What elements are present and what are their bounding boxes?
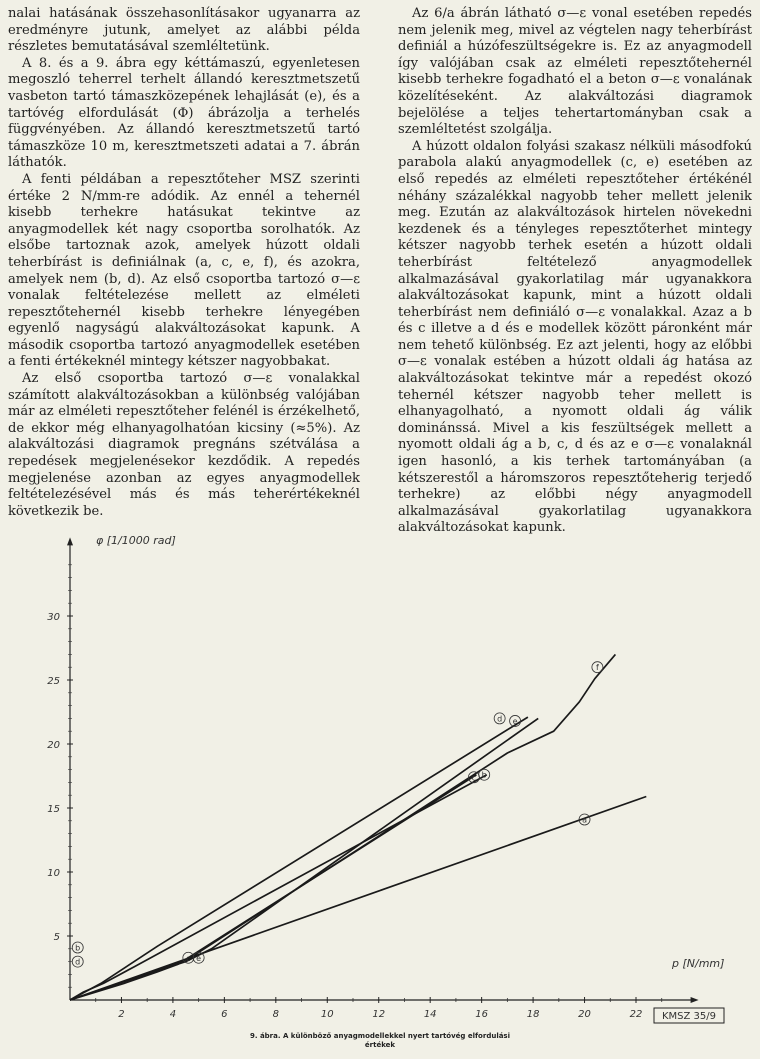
paragraph: Az első csoportba tartozó σ—ε vonalakkal számított alakváltozásokban a különbség valójában már az elméleti repesztőteher felénél is érzékelhető, de ekkor még elhanyagolhatóan kicsiny (≈5%). Az alakváltozási diagramok pregnáns szétválása a repedések megjelenésekor kezdődik. A repedés megjelenése azonban az egyes anyagmodellek feltételezésével más és más teherértékeknél következik be. bbox=[8, 371, 360, 519]
figure-code-box bbox=[654, 1008, 724, 1023]
series-label bbox=[494, 713, 505, 724]
y-axis-arrow bbox=[67, 537, 73, 545]
chart-axes bbox=[47, 537, 698, 1020]
x-tick-label: 10 bbox=[320, 1009, 334, 1020]
caption-line-2: értékek bbox=[364, 1041, 396, 1049]
series-label-text: c bbox=[186, 953, 191, 963]
series-label-text: a bbox=[582, 815, 587, 825]
y-tick-label: 30 bbox=[47, 612, 60, 623]
y-tick-label: 10 bbox=[47, 868, 60, 879]
series-c-line bbox=[70, 775, 477, 1000]
y-tick-label: 15 bbox=[47, 804, 60, 815]
x-tick-label: 8 bbox=[272, 1009, 280, 1020]
x-tick-label: 16 bbox=[475, 1009, 489, 1020]
rotation-chart bbox=[0, 520, 760, 1030]
series-f-line bbox=[70, 654, 615, 1000]
series-label-text: e bbox=[512, 716, 518, 726]
figure-code: KMSZ 35/9 bbox=[661, 1011, 717, 1022]
paragraph: A fenti példában a repesztőteher MSZ szerinti értéke 2 N/mm-re adódik. Az ennél a tehernél kisebb terhekre hatásukat tekintve az anyagmodellek két nagy csoportba sorolhatók. Az elsőbe tartoznak azok, amelyek húzott oldali teherbírást is definiálnak (a, c, e, f), és azokra, amelyek nem (b, d). Az első csoportba tartozó σ—ε vonalak feltételezése mellett az elméleti repesztőtehernél kisebb terhekre lényegében egyenlő nagyságú alakváltozásokat kapunk. A második csoportba tartozó anyagmodellek esetében a fenti értékeknél mintegy kétszer nagyobbakat. bbox=[8, 171, 360, 370]
series-d-line bbox=[70, 717, 528, 1000]
series-label bbox=[510, 715, 521, 726]
chart-labels bbox=[72, 662, 603, 967]
figure-caption bbox=[0, 1032, 760, 1050]
x-tick-label: 4 bbox=[169, 1009, 177, 1020]
x-axis-label: p [N/mm] bbox=[672, 957, 725, 970]
x-axis-title bbox=[671, 957, 724, 970]
x-tick-label: 2 bbox=[118, 1009, 125, 1020]
series-label-text: b bbox=[481, 770, 487, 780]
series-label-text: d bbox=[497, 714, 503, 724]
y-tick-label: 25 bbox=[47, 676, 60, 687]
text-column-right bbox=[398, 6, 752, 537]
caption-line-1: 9. ábra. A különböző anyagmodellekkel nyert tartóvég elfordulási bbox=[249, 1032, 511, 1040]
paragraph: A húzott oldalon folyási szakasz nélküli másodfokú parabola alakú anyagmodellek (c, e) esetében az első repedés az elméleti repesztőteher értékénél néhány százalékkal nagyobb teher mellett jelenik meg. Ezután az alakváltozások hirtelen növekedni kezdenek és a tényleges repesztőterhet mintegy kétszer nagyobb terhek esetén a húzott oldali teherbírást feltételező anyagmodellek alkalmazásával gyakorlatilag már ugyanakkora alakváltozásokat kapunk, mint a húzott oldali teherbírást nem definiáló σ—ε vonalakkal. Azaz a b és c illetve a d és e modellek között páronként már nem tehető különbség. Ez azt jelenti, hogy az előbbi σ—ε vonalak estében a húzott oldali ág hatása az alakváltozásokat tekintve már a repedést okozó tehernél kétszer nagyobb teher mellett is elhanyagolható, a nyomott oldali ág válik dominánssá. Mivel a kis feszültségek mellett a nyomott oldali ág a b, c, d és az e σ—ε vonalaknál igen hasonló, a kis terhek tartományában (a kétszerestől a háromszoros repesztőteherig terjedő terhekre) az előbbi négy anyagmodell alkalmazásával gyakorlatilag ugyanakkora alakváltozásokat kapunk. bbox=[398, 138, 752, 536]
y-axis-label: φ [1/1000 rad] bbox=[96, 534, 176, 547]
x-tick-label: 14 bbox=[423, 1009, 437, 1020]
series-label bbox=[592, 662, 603, 673]
series-label-text: d bbox=[75, 957, 81, 967]
series-label-text: c bbox=[471, 773, 477, 783]
x-tick-label: 18 bbox=[526, 1009, 540, 1020]
x-tick-label: 20 bbox=[578, 1009, 591, 1020]
chart-series bbox=[70, 654, 646, 1000]
x-tick-label: 12 bbox=[372, 1009, 386, 1020]
x-tick-label: 22 bbox=[629, 1009, 643, 1020]
x-axis-arrow bbox=[691, 997, 699, 1003]
series-label bbox=[72, 942, 83, 953]
paragraph: nalai hatásának összehasonlításakor ugyanarra az eredményre jutunk, amelyet az alábbi példa részletes bemutatásával szemléltetünk. bbox=[8, 6, 360, 55]
series-label bbox=[72, 956, 83, 967]
x-tick-label: 6 bbox=[221, 1009, 228, 1020]
y-axis-title bbox=[96, 534, 176, 547]
paragraph: A 8. és a 9. ábra egy kéttámaszú, egyenletesen megoszló teherrel terhelt állandó keresztmetszetű vasbeton tartó támaszközepének lehajlását (e), és a tartóvég elfordulását (Φ) ábrázolja a terhelés függvényében. Az állandó keresztmetszetű tartó támaszköze 10 m, keresztmetszeti adatai a 7. ábrán láthatók. bbox=[8, 55, 360, 171]
text-column-left bbox=[8, 6, 360, 520]
y-tick-label: 5 bbox=[53, 932, 60, 943]
series-label-text: b bbox=[75, 943, 81, 953]
paragraph: Az 6/a ábrán látható σ—ε vonal esetében repedés nem jelenik meg, mivel az végtelen nagy teherbírást definiál a húzófeszültségekre is. Ez az anyagmodell így valójában csak az elméleti repesztőtehernél kisebb terhekre fogadható el a beton σ—ε vonalának közelítéseként. Az alakváltozási diagramok bejelölése a teljes tehertartományban csak a szemléltetést szolgálja. bbox=[398, 6, 752, 138]
y-tick-label: 20 bbox=[47, 740, 60, 751]
series-label-text: f bbox=[595, 663, 599, 673]
series-label-text: e bbox=[196, 953, 202, 963]
series-label bbox=[479, 769, 490, 780]
